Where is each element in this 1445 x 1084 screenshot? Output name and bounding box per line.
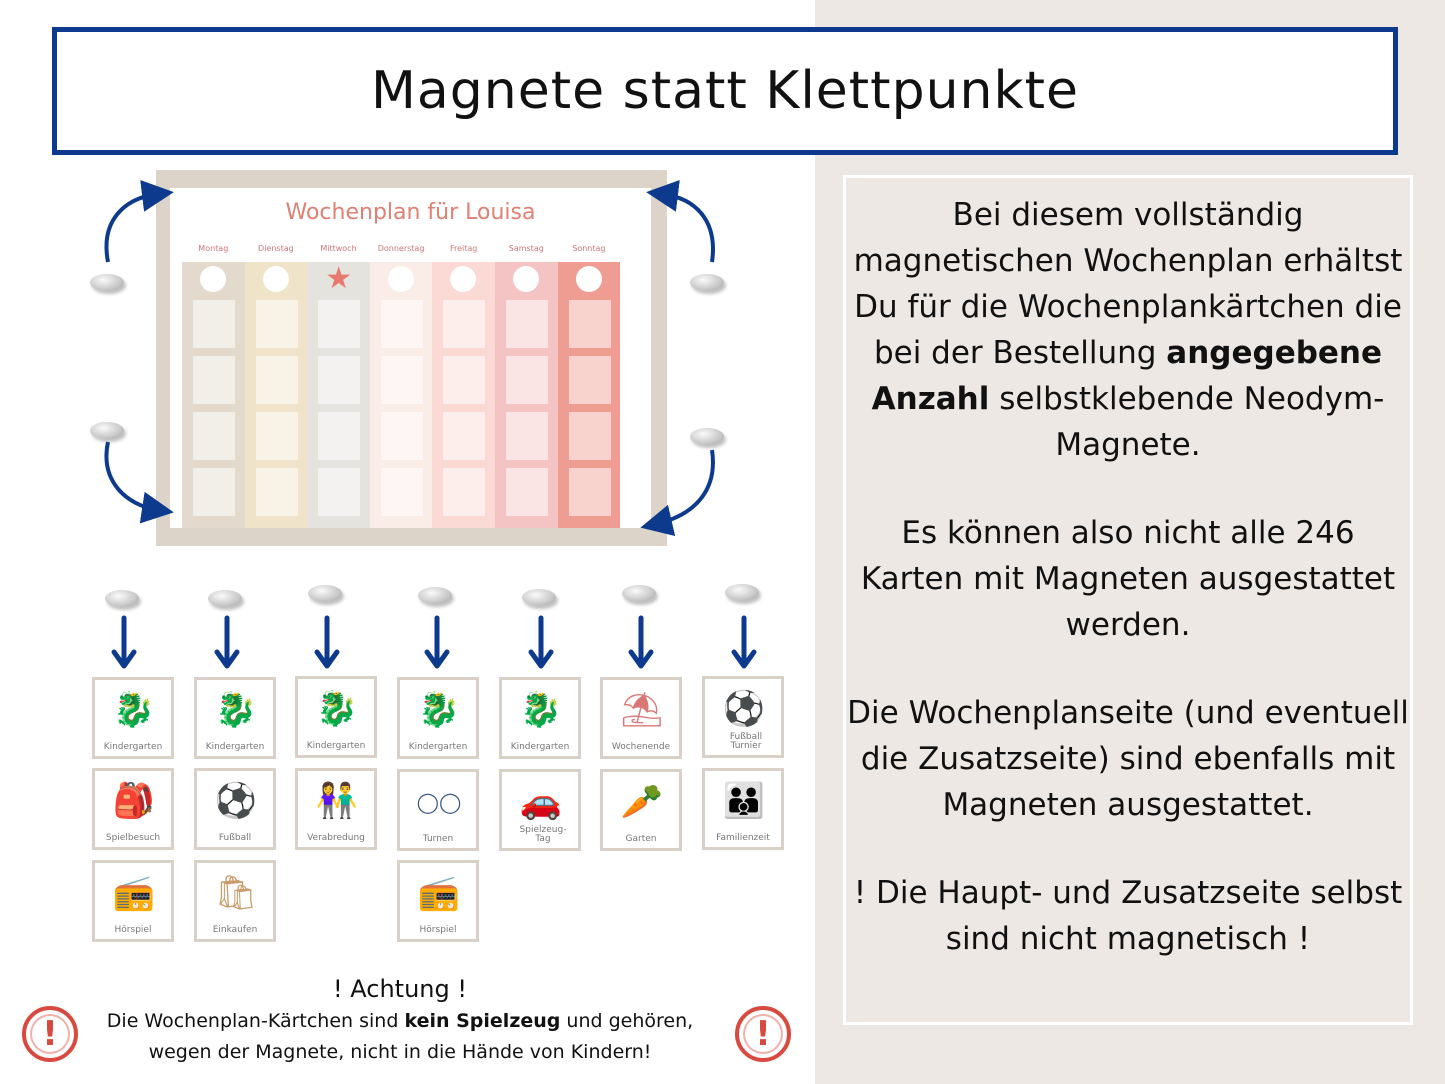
card-label: Hörspiel (419, 925, 457, 935)
down-arrow-icon (109, 614, 139, 674)
soccer-kids-icon: ⚽ (722, 689, 766, 729)
board-title: Wochenplan für Louisa (285, 200, 536, 225)
warning-bold-text: kein Spielzeug (404, 1010, 561, 1032)
info-text: selbstklebende Neodym-Magnete. (989, 381, 1385, 463)
week-card (600, 677, 682, 759)
week-card (194, 677, 276, 759)
info-paragraph: Die Wochenplanseite (und eventuell die Zusatzseite) sind ebenfalls mit Magneten ausgestattet. (847, 695, 1409, 823)
radio-icon: 📻 (417, 873, 461, 913)
card-label: Kindergarten (306, 741, 366, 751)
playdate-icon: 🎒 (112, 781, 156, 821)
info-bold-text: angegebene Anzahl (871, 335, 1383, 417)
card-label: Fußball (218, 833, 252, 843)
friends-icon: 👫 (315, 781, 359, 821)
week-card (194, 860, 276, 942)
warning-icon: ! (735, 1006, 791, 1062)
down-arrow-icon (729, 614, 759, 674)
kids-dragon-icon: 🐉 (214, 690, 258, 730)
day-label: Dienstag (258, 244, 294, 253)
warning-text: Die Wochenplan-Kärtchen sind (106, 1010, 405, 1032)
card-label: Hörspiel (114, 925, 152, 935)
week-card (397, 769, 479, 851)
family-icon: 👪 (722, 781, 766, 821)
info-paragraph: ! Die Haupt- und Zusatzseite selbst sind nicht magnetisch ! (853, 875, 1403, 957)
info-paragraph: Es können also nicht alle 246 Karten mit Magneten ausgestattet werden. (860, 515, 1396, 643)
week-card (194, 768, 276, 850)
week-card (92, 677, 174, 759)
groceries-icon: 🛍 (214, 873, 258, 913)
magnet-icon (208, 590, 242, 607)
week-card (92, 860, 174, 942)
radio-icon: 📻 (112, 873, 156, 913)
magnet-icon (308, 585, 342, 602)
kids-dragon-icon: 🐉 (315, 689, 359, 729)
magnet-icon (622, 585, 656, 602)
week-card (397, 860, 479, 942)
magnet-icon (522, 589, 556, 606)
card-label: Kindergarten (103, 742, 163, 752)
kids-dragon-icon: 🐉 (112, 690, 156, 730)
vegetables-icon: 🥕 (620, 782, 664, 822)
warning-icon: ! (22, 1006, 78, 1062)
magnet-icon (105, 590, 139, 607)
toys-icon: 🚗 (519, 782, 563, 822)
magnet-icon (418, 587, 452, 604)
warning-line: wegen der Magnete, nicht in die Hände von Kindern! (148, 1041, 652, 1063)
card-label: Kindergarten (510, 742, 570, 752)
day-label: Sonntag (572, 244, 606, 253)
gym-rings-icon: ◯◯ (416, 790, 462, 814)
magnet-icon (725, 584, 759, 601)
card-label: Verabredung (307, 833, 365, 843)
kids-dragon-icon: 🐉 (417, 690, 461, 730)
warning-block (80, 972, 720, 1068)
warning-heading: ! Achtung ! (333, 975, 467, 1003)
week-card (295, 768, 377, 850)
card-label: Spielzeug-Tag (519, 825, 567, 844)
week-card (600, 769, 682, 851)
day-label: Mittwoch (320, 244, 357, 253)
card-label: Wochenende (611, 742, 671, 752)
down-arrow-icon (212, 614, 242, 674)
week-card (295, 676, 377, 758)
week-card (92, 768, 174, 850)
week-card (397, 677, 479, 759)
card-label: Kindergarten (408, 742, 468, 752)
info-text: Bei diesem vollständig magnetischen Wochenplan erhältst Du für die Wochenplankärtchen die bei der Bestellung (853, 197, 1403, 371)
card-label: Spielbesuch (105, 833, 161, 843)
day-label: Samstag (508, 244, 544, 253)
down-arrow-icon (526, 614, 556, 674)
soccer-ball-icon: ⚽ (214, 781, 258, 821)
kids-dragon-icon: 🐉 (519, 690, 563, 730)
warning-text: und gehören, (560, 1010, 694, 1032)
card-label: Kindergarten (205, 742, 265, 752)
week-card (702, 676, 784, 758)
page-title: Magnete statt Klettpunkte (371, 61, 1079, 121)
info-text-box (843, 175, 1413, 1025)
warning-line (80, 1006, 720, 1037)
week-card (499, 677, 581, 759)
card-label: Familienzeit (716, 833, 770, 843)
day-label: Montag (198, 244, 229, 253)
card-label: Garten (625, 834, 657, 844)
down-arrow-icon (312, 614, 342, 674)
star-icon: ★ (325, 261, 353, 296)
week-card (499, 769, 581, 851)
day-label: Donnerstag (377, 244, 425, 253)
info-paragraph (846, 192, 1410, 468)
week-card (702, 768, 784, 850)
down-arrow-icon (422, 614, 452, 674)
card-label: Fußball Turnier (729, 732, 763, 751)
day-label: Freitag (449, 244, 478, 253)
hammock-icon: ⛱ (620, 690, 664, 730)
card-label: Einkaufen (212, 925, 258, 935)
down-arrow-icon (626, 614, 656, 674)
card-label: Turnen (422, 834, 454, 844)
